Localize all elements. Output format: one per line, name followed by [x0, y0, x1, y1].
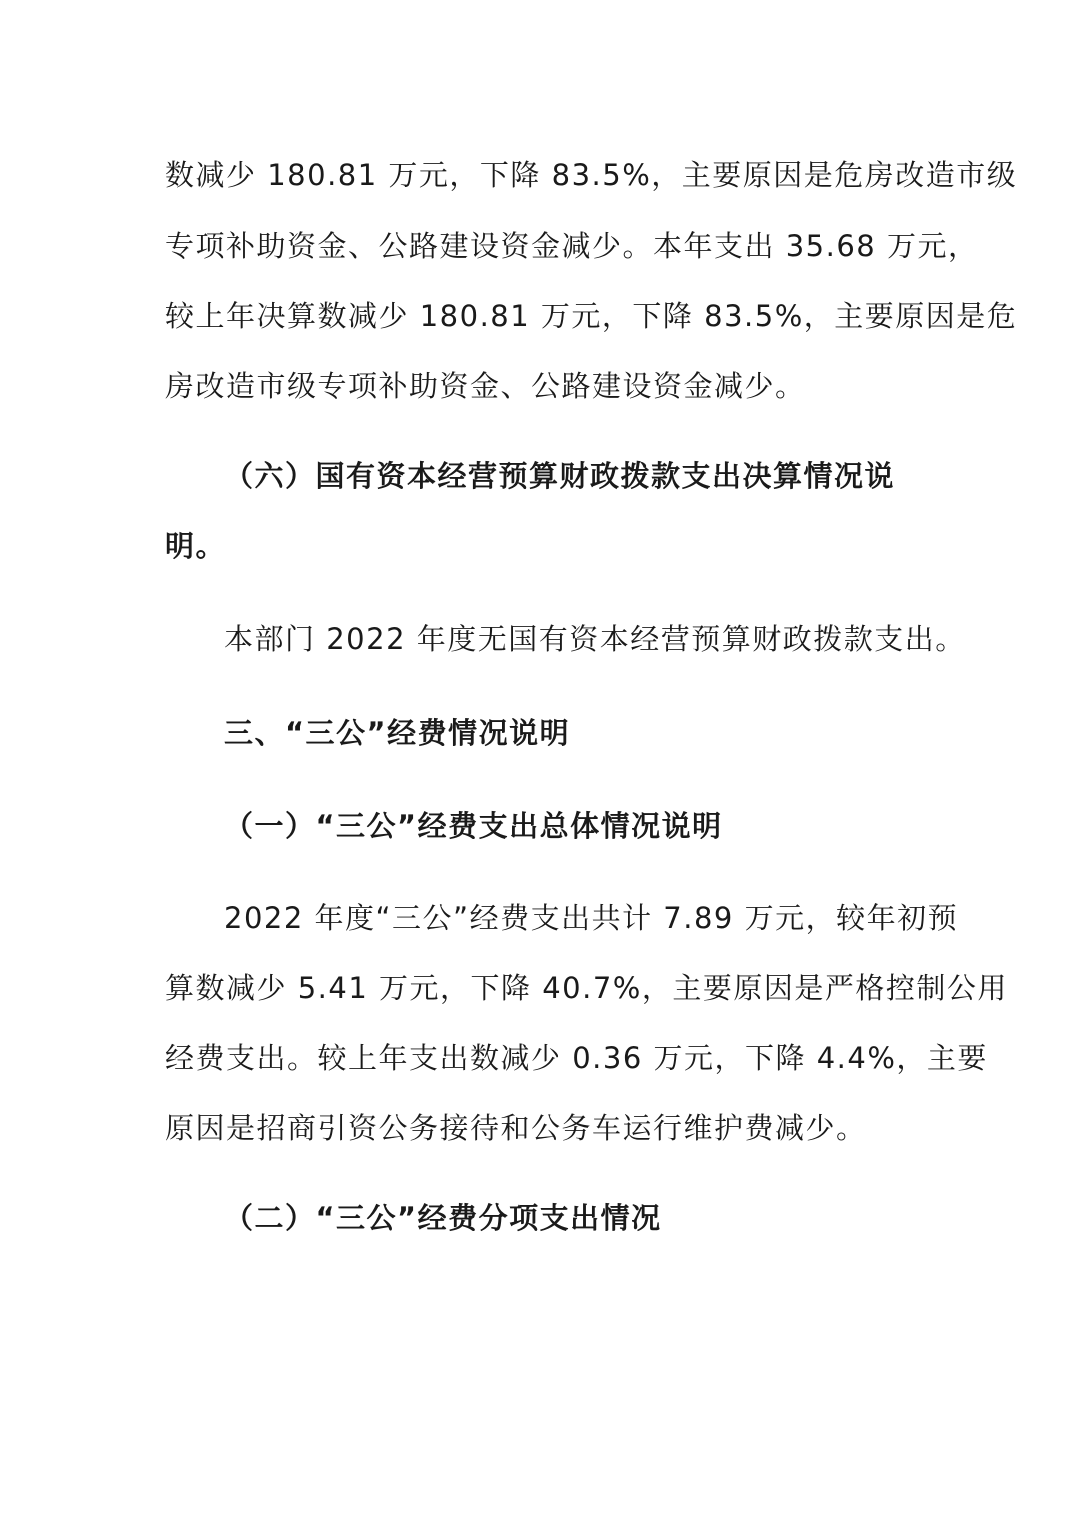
paragraph-line: 2022 年度“三公”经费支出共计 7.89 万元，较年初预 — [224, 901, 959, 935]
section-six-body: 本部门 2022 年度无国有资本经营预算财政拨款支出。 — [224, 622, 966, 656]
paragraph-line: 房改造市级专项补助资金、公路建设资金减少。 — [165, 369, 806, 403]
paragraph-line: 原因是招商引资公务接待和公务车运行维护费减少。 — [165, 1111, 867, 1145]
part-three-heading: 三、“三公”经费情况说明 — [224, 716, 571, 750]
paragraph-line: 数减少 180.81 万元，下降 83.5%，主要原因是危房改造市级 — [165, 158, 1018, 192]
paragraph-line: 算数减少 5.41 万元，下降 40.7%，主要原因是严格控制公用 — [165, 971, 1008, 1005]
subsection-two-heading: （二）“三公”经费分项支出情况 — [224, 1201, 662, 1235]
section-six-heading-continued: 明。 — [165, 529, 227, 563]
paragraph-line: 较上年决算数减少 180.81 万元，下降 83.5%，主要原因是危 — [165, 299, 1018, 333]
paragraph-line: 专项补助资金、公路建设资金减少。本年支出 35.68 万元， — [165, 229, 979, 263]
section-six-heading: （六）国有资本经营预算财政拨款支出决算情况说 — [224, 459, 896, 493]
subsection-one-heading: （一）“三公”经费支出总体情况说明 — [224, 809, 723, 843]
paragraph-line: 经费支出。较上年支出数减少 0.36 万元，下降 4.4%，主要 — [165, 1041, 988, 1075]
